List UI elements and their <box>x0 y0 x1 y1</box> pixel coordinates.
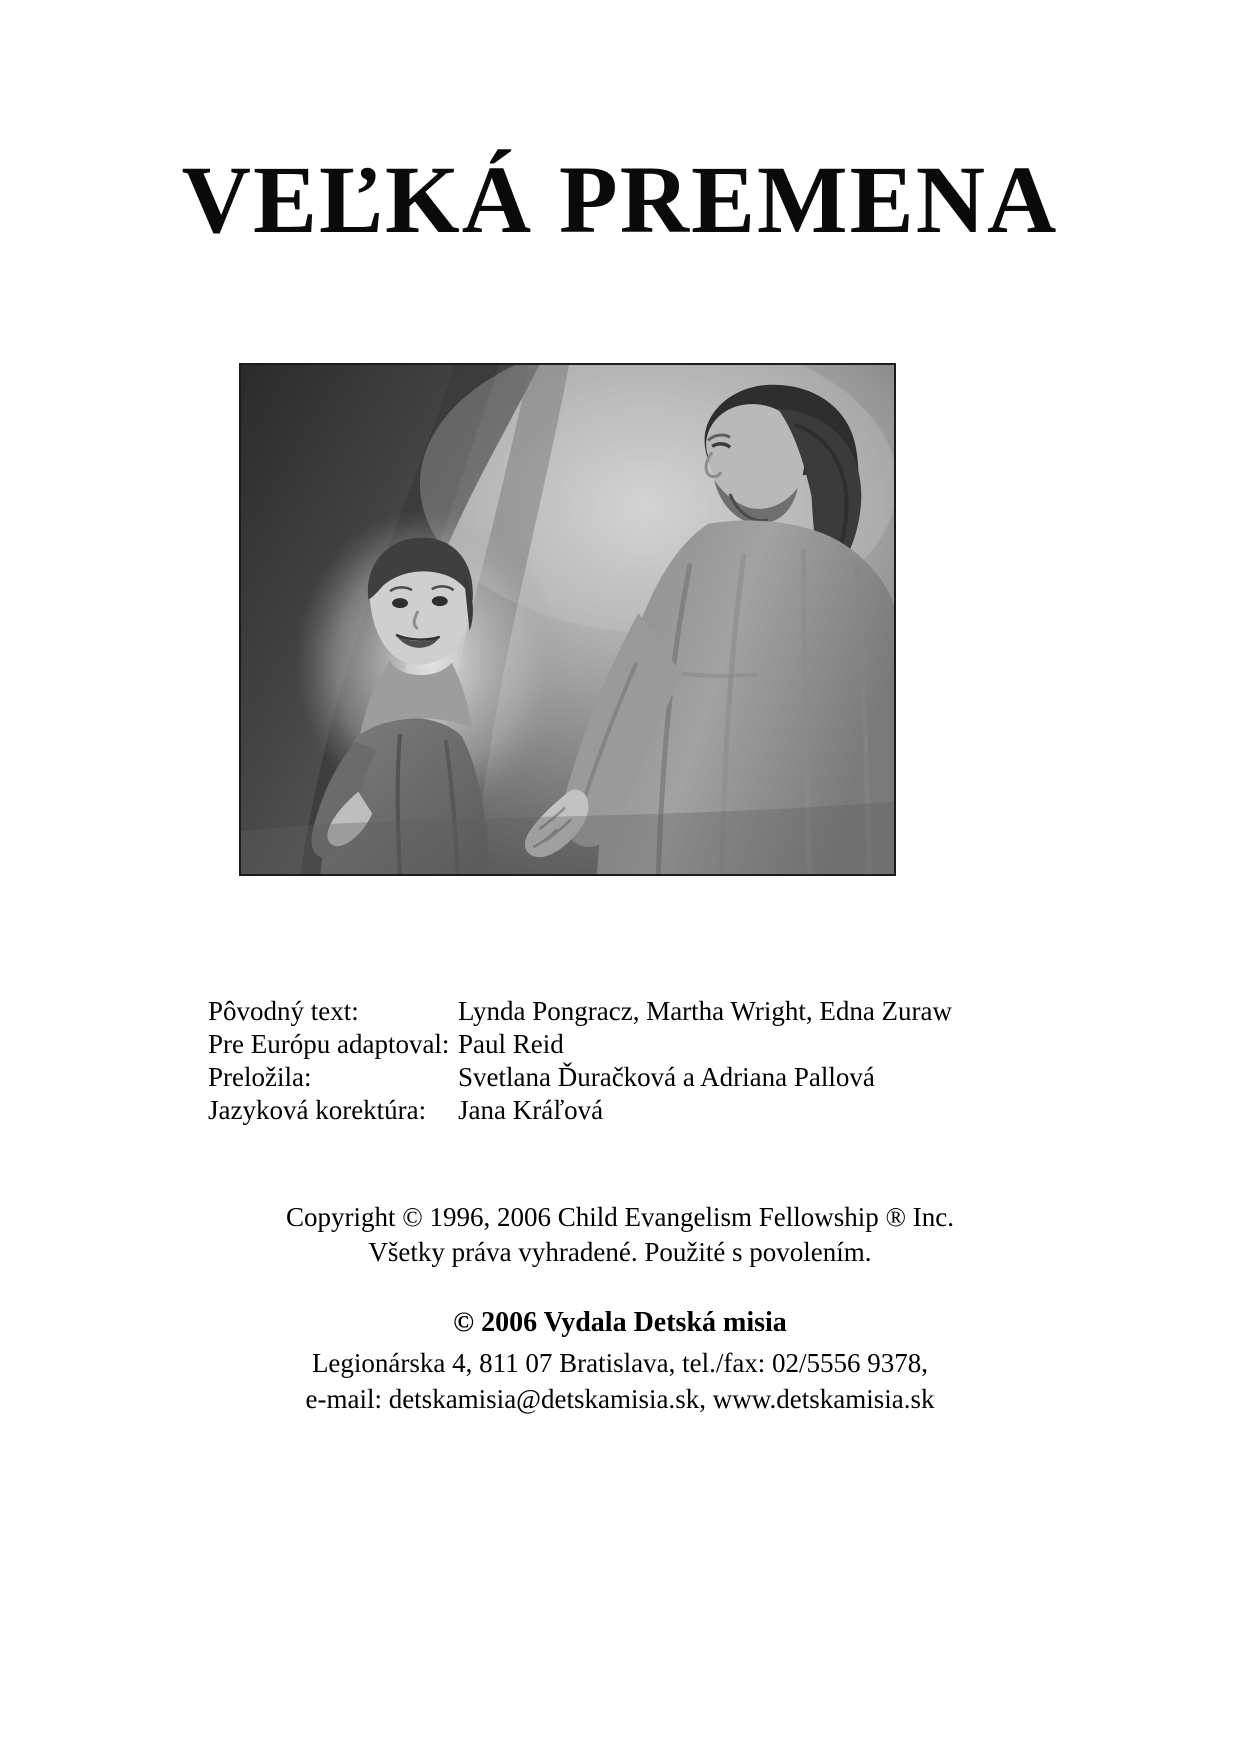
credit-label: Pôvodný text: <box>208 996 359 1026</box>
credit-value: Lynda Pongracz, Martha Wright, Edna Zuraw <box>458 996 953 1026</box>
copyright-line-2: Všetky práva vyhradené. Použité s povolením. <box>368 1237 872 1268</box>
credit-label: Preložila: <box>208 1061 312 1092</box>
publisher-name: © 2006 Vydala Detská misia <box>453 1307 787 1338</box>
publisher-contact: e-mail: detskamisia@detskamisia.sk, www.detskamisia.sk <box>305 1383 935 1414</box>
publisher-block <box>0 1305 1240 1417</box>
credits-block <box>208 995 1068 1127</box>
credit-label: Jazyková korektúra: <box>208 1094 427 1125</box>
credit-row <box>208 1094 1068 1127</box>
credit-value: Jana Kráľová <box>458 1094 604 1125</box>
copyright-block <box>0 1200 1240 1270</box>
credit-value: Paul Reid <box>458 1028 564 1059</box>
credit-value: Svetlana Ďuračková a Adriana Pallová <box>458 1061 875 1092</box>
page-title: VEĽKÁ PREMENA <box>181 146 1059 253</box>
publisher-address: Legionárska 4, 811 07 Bratislava, tel./fax: 02/5556 9378, <box>311 1347 929 1378</box>
jesus-and-child-illustration <box>239 363 896 876</box>
credit-row <box>208 1028 1068 1061</box>
credit-label: Pre Európu adaptoval: <box>208 1028 450 1059</box>
copyright-line-1: Copyright © 1996, 2006 Child Evangelism Fellowship ® Inc. <box>286 1202 954 1232</box>
credit-row <box>208 1061 1068 1094</box>
credit-row <box>208 995 1068 1028</box>
